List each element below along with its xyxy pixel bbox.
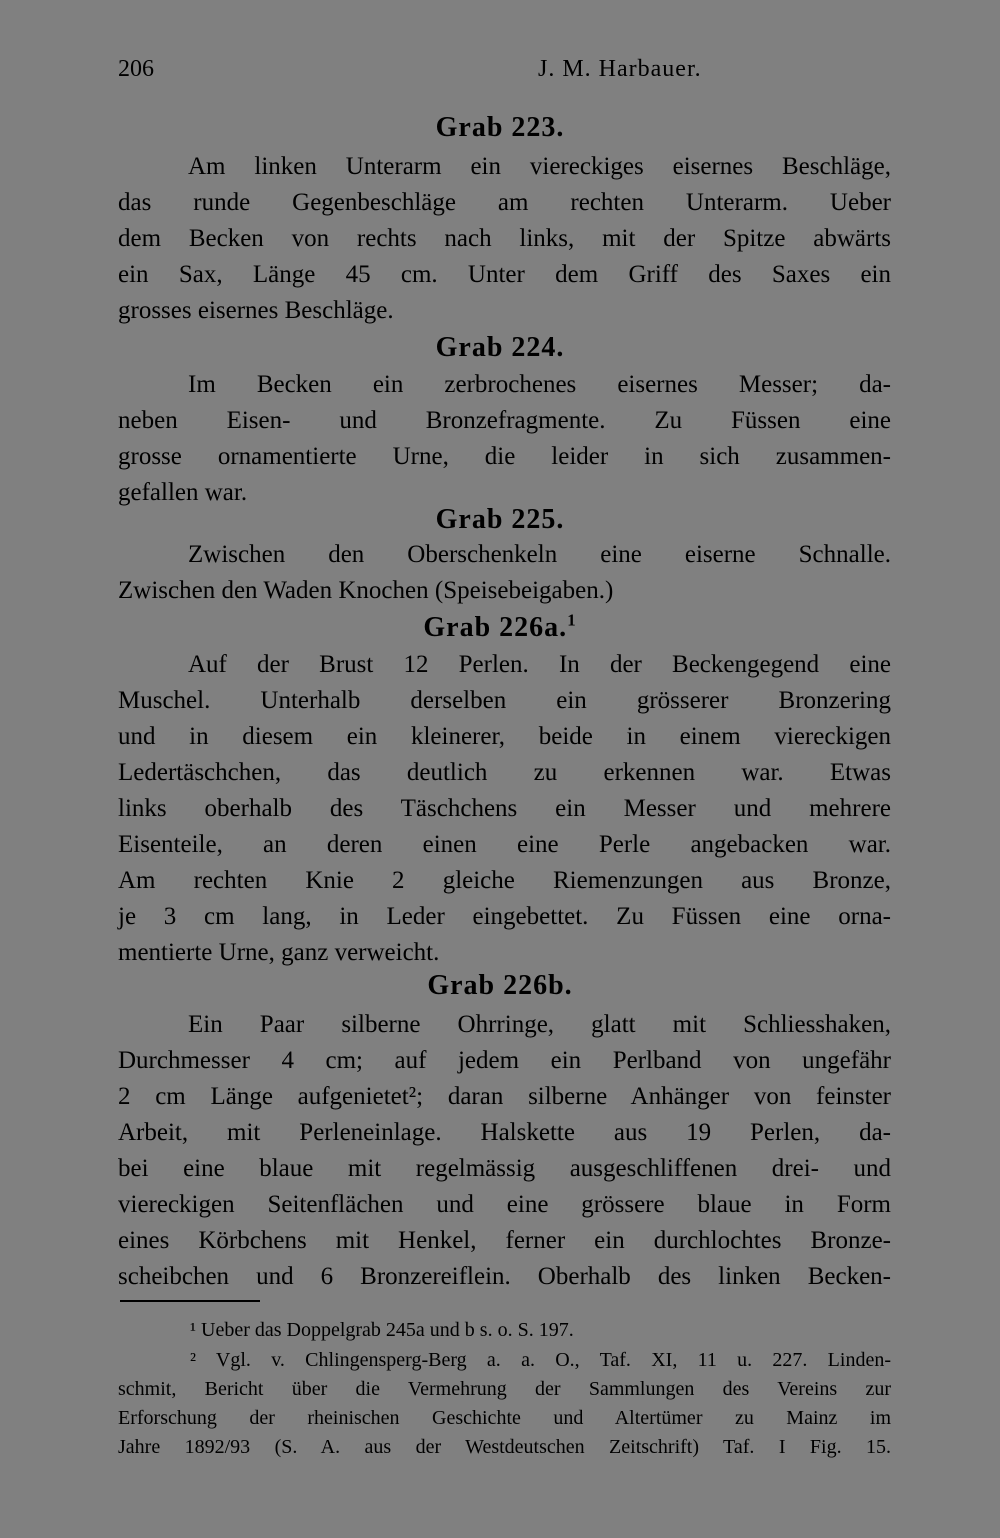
heading-text: Grab 226a.	[423, 612, 568, 643]
text-line: Ledertäschchen, das deutlich zu erkennen war. Etwas	[118, 759, 891, 786]
text-line: dem Becken von rechts nach links, mit der Spitze abwärts	[118, 225, 891, 252]
text-line: Eisenteile, an deren einen eine Perle angebacken war.	[118, 831, 891, 858]
text-line: Zwischen den Waden Knochen (Speisebeigaben.)	[118, 577, 614, 604]
section-heading-grab-226b: Grab 226b.	[427, 970, 573, 1001]
footnote-2-line: schmit, Bericht über die Vermehrung der Sammlungen des Vereins zur	[118, 1378, 891, 1400]
text-line: das runde Gegenbeschläge am rechten Unterarm. Ueber	[118, 189, 891, 216]
text-line: links oberhalb des Täschchens ein Messer und mehrere	[118, 795, 891, 822]
text-line: 2 cm Länge aufgenietet²; daran silberne Anhänger von feinster	[118, 1083, 891, 1110]
text-line: Muschel. Unterhalb derselben ein grösserer Bronzering	[118, 687, 891, 714]
text-line: Arbeit, mit Perleneinlage. Halskette aus 19 Perlen, da-	[118, 1119, 891, 1146]
footnote-divider	[120, 1300, 260, 1302]
text-line: ein Sax, Länge 45 cm. Unter dem Griff des Saxes ein	[118, 261, 891, 288]
section-heading-grab-223: Grab 223.	[435, 112, 565, 143]
text-line: Im Becken ein zerbrochenes eisernes Messer; da-	[188, 371, 891, 398]
section-heading-grab-224: Grab 224.	[435, 332, 565, 363]
text-line: bei eine blaue mit regelmässig ausgeschliffenen drei- und	[118, 1155, 891, 1182]
footnote-2-line: Erforschung der rheinischen Geschichte und Altertümer zu Mainz im	[118, 1407, 891, 1429]
footnote-2-line: ² Vgl. v. Chlingensperg-Berg a. a. O., Taf. XI, 11 u. 227. Linden-	[190, 1349, 891, 1371]
footnote-1: ¹ Ueber das Doppelgrab 245a und b s. o. S. 197.	[190, 1319, 574, 1341]
text-line: mentierte Urne, ganz verweicht.	[118, 939, 440, 966]
text-line: Ein Paar silberne Ohrringe, glatt mit Schliesshaken,	[188, 1011, 891, 1038]
text-line: Am linken Unterarm ein viereckiges eisernes Beschläge,	[188, 153, 891, 180]
running-title: J. M. Harbauer.	[538, 56, 702, 82]
footnote-ref: 1	[567, 610, 577, 630]
text-line: neben Eisen- und Bronzefragmente. Zu Füssen eine	[118, 407, 891, 434]
text-line: eines Körbchens mit Henkel, ferner ein durchlochtes Bronze-	[118, 1227, 891, 1254]
text-line: gefallen war.	[118, 479, 248, 506]
section-heading-grab-226a	[0, 612, 1000, 644]
text-line: Am rechten Knie 2 gleiche Riemenzungen aus Bronze,	[118, 867, 891, 894]
text-line: Zwischen den Oberschenkeln eine eiserne Schnalle.	[188, 541, 891, 568]
footnote-2-line: Jahre 1892/93 (S. A. aus der Westdeutschen Zeitschrift) Taf. I Fig. 15.	[118, 1436, 891, 1458]
text-line: Durchmesser 4 cm; auf jedem ein Perlband von ungefähr	[118, 1047, 891, 1074]
text-line: grosses eisernes Beschläge.	[118, 297, 394, 324]
page-number: 206	[118, 56, 154, 82]
text-line: und in diesem ein kleinerer, beide in einem viereckigen	[118, 723, 891, 750]
text-line: Auf der Brust 12 Perlen. In der Beckengegend eine	[188, 651, 891, 678]
text-line: grosse ornamentierte Urne, die leider in sich zusammen-	[118, 443, 891, 470]
page-header	[118, 56, 888, 90]
text-line: viereckigen Seitenflächen und eine grössere blaue in Form	[118, 1191, 891, 1218]
text-line: scheibchen und 6 Bronzereiflein. Oberhalb des linken Becken-	[118, 1263, 891, 1290]
text-line: je 3 cm lang, in Leder eingebettet. Zu Füssen eine orna-	[118, 903, 891, 930]
section-heading-grab-225: Grab 225.	[435, 504, 565, 535]
